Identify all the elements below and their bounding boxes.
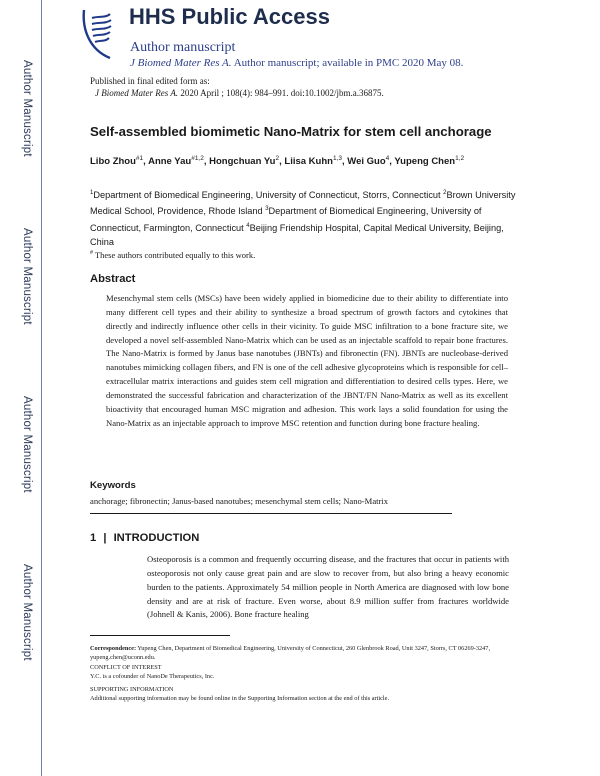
citation-journal: J Biomed Mater Res A. [95,88,179,98]
equal-text: These authors contributed equally to this work. [93,250,256,260]
author-affil-sup: 2 [275,155,280,162]
sidebar-label-1: Author Manuscript [21,60,33,157]
paper-title: Self-assembled biomimetic Nano-Matrix for stem cell anchorage [90,124,492,139]
author-affil-sup: #1,2 [191,155,204,162]
author-name: Hongchuan Yu [209,156,276,168]
citation-line [95,88,384,98]
abstract-body: Mesenchymal stem cells (MSCs) have been widely applied in biomedicine due to their ability to differentiate into many different cell types and their ability to synthesize a broad spectrum of growth factors and cytokines that directly and indirectly influence other cells in their vicinity. To guide MSC infiltration to a bone fracture site, we developed a novel self-assembled Nano-Matrix which can be used as an injectable scaffold to repair bone fractures. The Nano-Matrix is formed by Janus base nanotubes (JBNTs) and fibronectin (FN). JBNTs are nucleobase-derived nanotubes mimicking collagen fibers, and FN is one of the cell adhesive glycoproteins which is responsible for cell–extracellular matrix interactions and guides stem cell migration and differentiation to desired cells types. Here, we demonstrated the successful fabrication and characterization of the JBNT/FN Nano-Matrix as well as its excellent bioactivity that encouraged human MSC migration and adhesion. This work lays a solid foundation for using the Nano-Matrix as an injectable approach to improve MSC retention and function during bone fracture healing. [106,293,508,428]
footnote-divider [90,635,230,636]
published-label: Published in final edited form as: [90,76,210,86]
journal-name: J Biomed Mater Res A. [130,57,232,69]
affiliations [90,186,530,249]
affil-sup: 1 [90,190,94,196]
availability-text: Author manuscript; available in PMC 2020 May 08. [233,57,464,69]
author-name: Yupeng Chen [394,156,456,168]
introduction-heading: 1 | INTRODUCTION [90,532,200,544]
supporting-heading: SUPPORTING INFORMATION [90,686,174,693]
author-affil-sup: #1 [135,155,144,162]
sidebar-label-4: Author Manuscript [21,564,33,661]
sidebar-label-2: Author Manuscript [21,228,33,325]
citation-details: 2020 April ; 108(4): 984–991. doi:10.1002/jbm.a.36875. [180,88,384,98]
correspondence-text: Yupeng Chen, Department of Biomedical Engineering, University of Connecticut, 260 Glenbrook Road, Unit 3247, Storrs, CT 06269-3247, yupeng.chen@uconn.edu. [90,645,491,661]
sidebar-rule [41,0,42,776]
author-affil-sup: 1,2 [455,155,465,162]
affil-text: Department of Biomedical Engineering, University of Connecticut, Farmington, Connecticut [90,206,482,233]
hhs-title: HHS Public Access [129,4,330,29]
author-affil-sup: 4 [385,155,390,162]
equal-contribution-note [90,250,255,260]
keywords-divider [90,513,452,514]
correspondence-footnote [90,645,520,662]
author-name: Anne Yau [148,156,192,168]
author-list: Libo Zhou$^{\#1}$, Anne Yau$^{\#1,2}$, Hongchuan Yu$^2$, Liisa Kuhn$^{1,3}$, Wei Guo$^4$, Yupeng Chen$^{1,2}$ [90,155,465,168]
correspondence-label: Correspondence: [90,645,137,652]
sidebar-label-3: Author Manuscript [21,396,33,493]
affil-text: Beijing Friendship Hospital, Capital Medical University, Beijing, China [90,222,504,248]
affil-text: Brown University Medical School, Providence, Rhode Island [90,190,516,217]
conflict-heading: CONFLICT OF INTEREST [90,664,162,671]
author-affil-sup: 1,3 [332,155,342,162]
affil-sup: 2 [443,190,447,196]
hhs-subtitle: Author manuscript [130,40,236,55]
affil-sup: 4 [246,222,250,229]
supporting-text: Additional supporting information may be found online in the Supporting Information section at the end of this article. [90,695,390,702]
author-name: Wei Guo [347,156,386,168]
keywords-list: anchorage; fibronectin; Janus-based nanotubes; mesenchymal stem cells; Nano-Matrix [90,496,389,506]
hhs-eagle-logo-icon [80,6,116,62]
conflict-text: Y.C. is a cofounder of NanoDe Therapeutics, Inc. [90,673,215,680]
author-name: Libo Zhou [90,156,136,168]
equal-sup: # [90,250,93,257]
introduction-body: Osteoporosis is a common and frequently occurring disease, and the fractures that occur in patients with osteoporosis not only cause great pain and are slow to recover from, but also bring a heavy economic burden to the patients. Approximately 54 million people in North America are diagnosed with low bone density and are at risk of fracture. Even worse, about 8.9 million suffer from fractures worldwide (Johnell & Kanis, 2006). Bone fracture healing [147,554,509,620]
hhs-journal-line [130,57,463,69]
abstract-heading: Abstract [90,273,136,285]
affil-text: Department of Biomedical Engineering, University of Connecticut, Storrs, Connecticut [93,190,444,201]
keywords-heading: Keywords [90,480,136,491]
affil-sup: 3 [265,206,269,213]
author-name: Liisa Kuhn [284,156,333,168]
